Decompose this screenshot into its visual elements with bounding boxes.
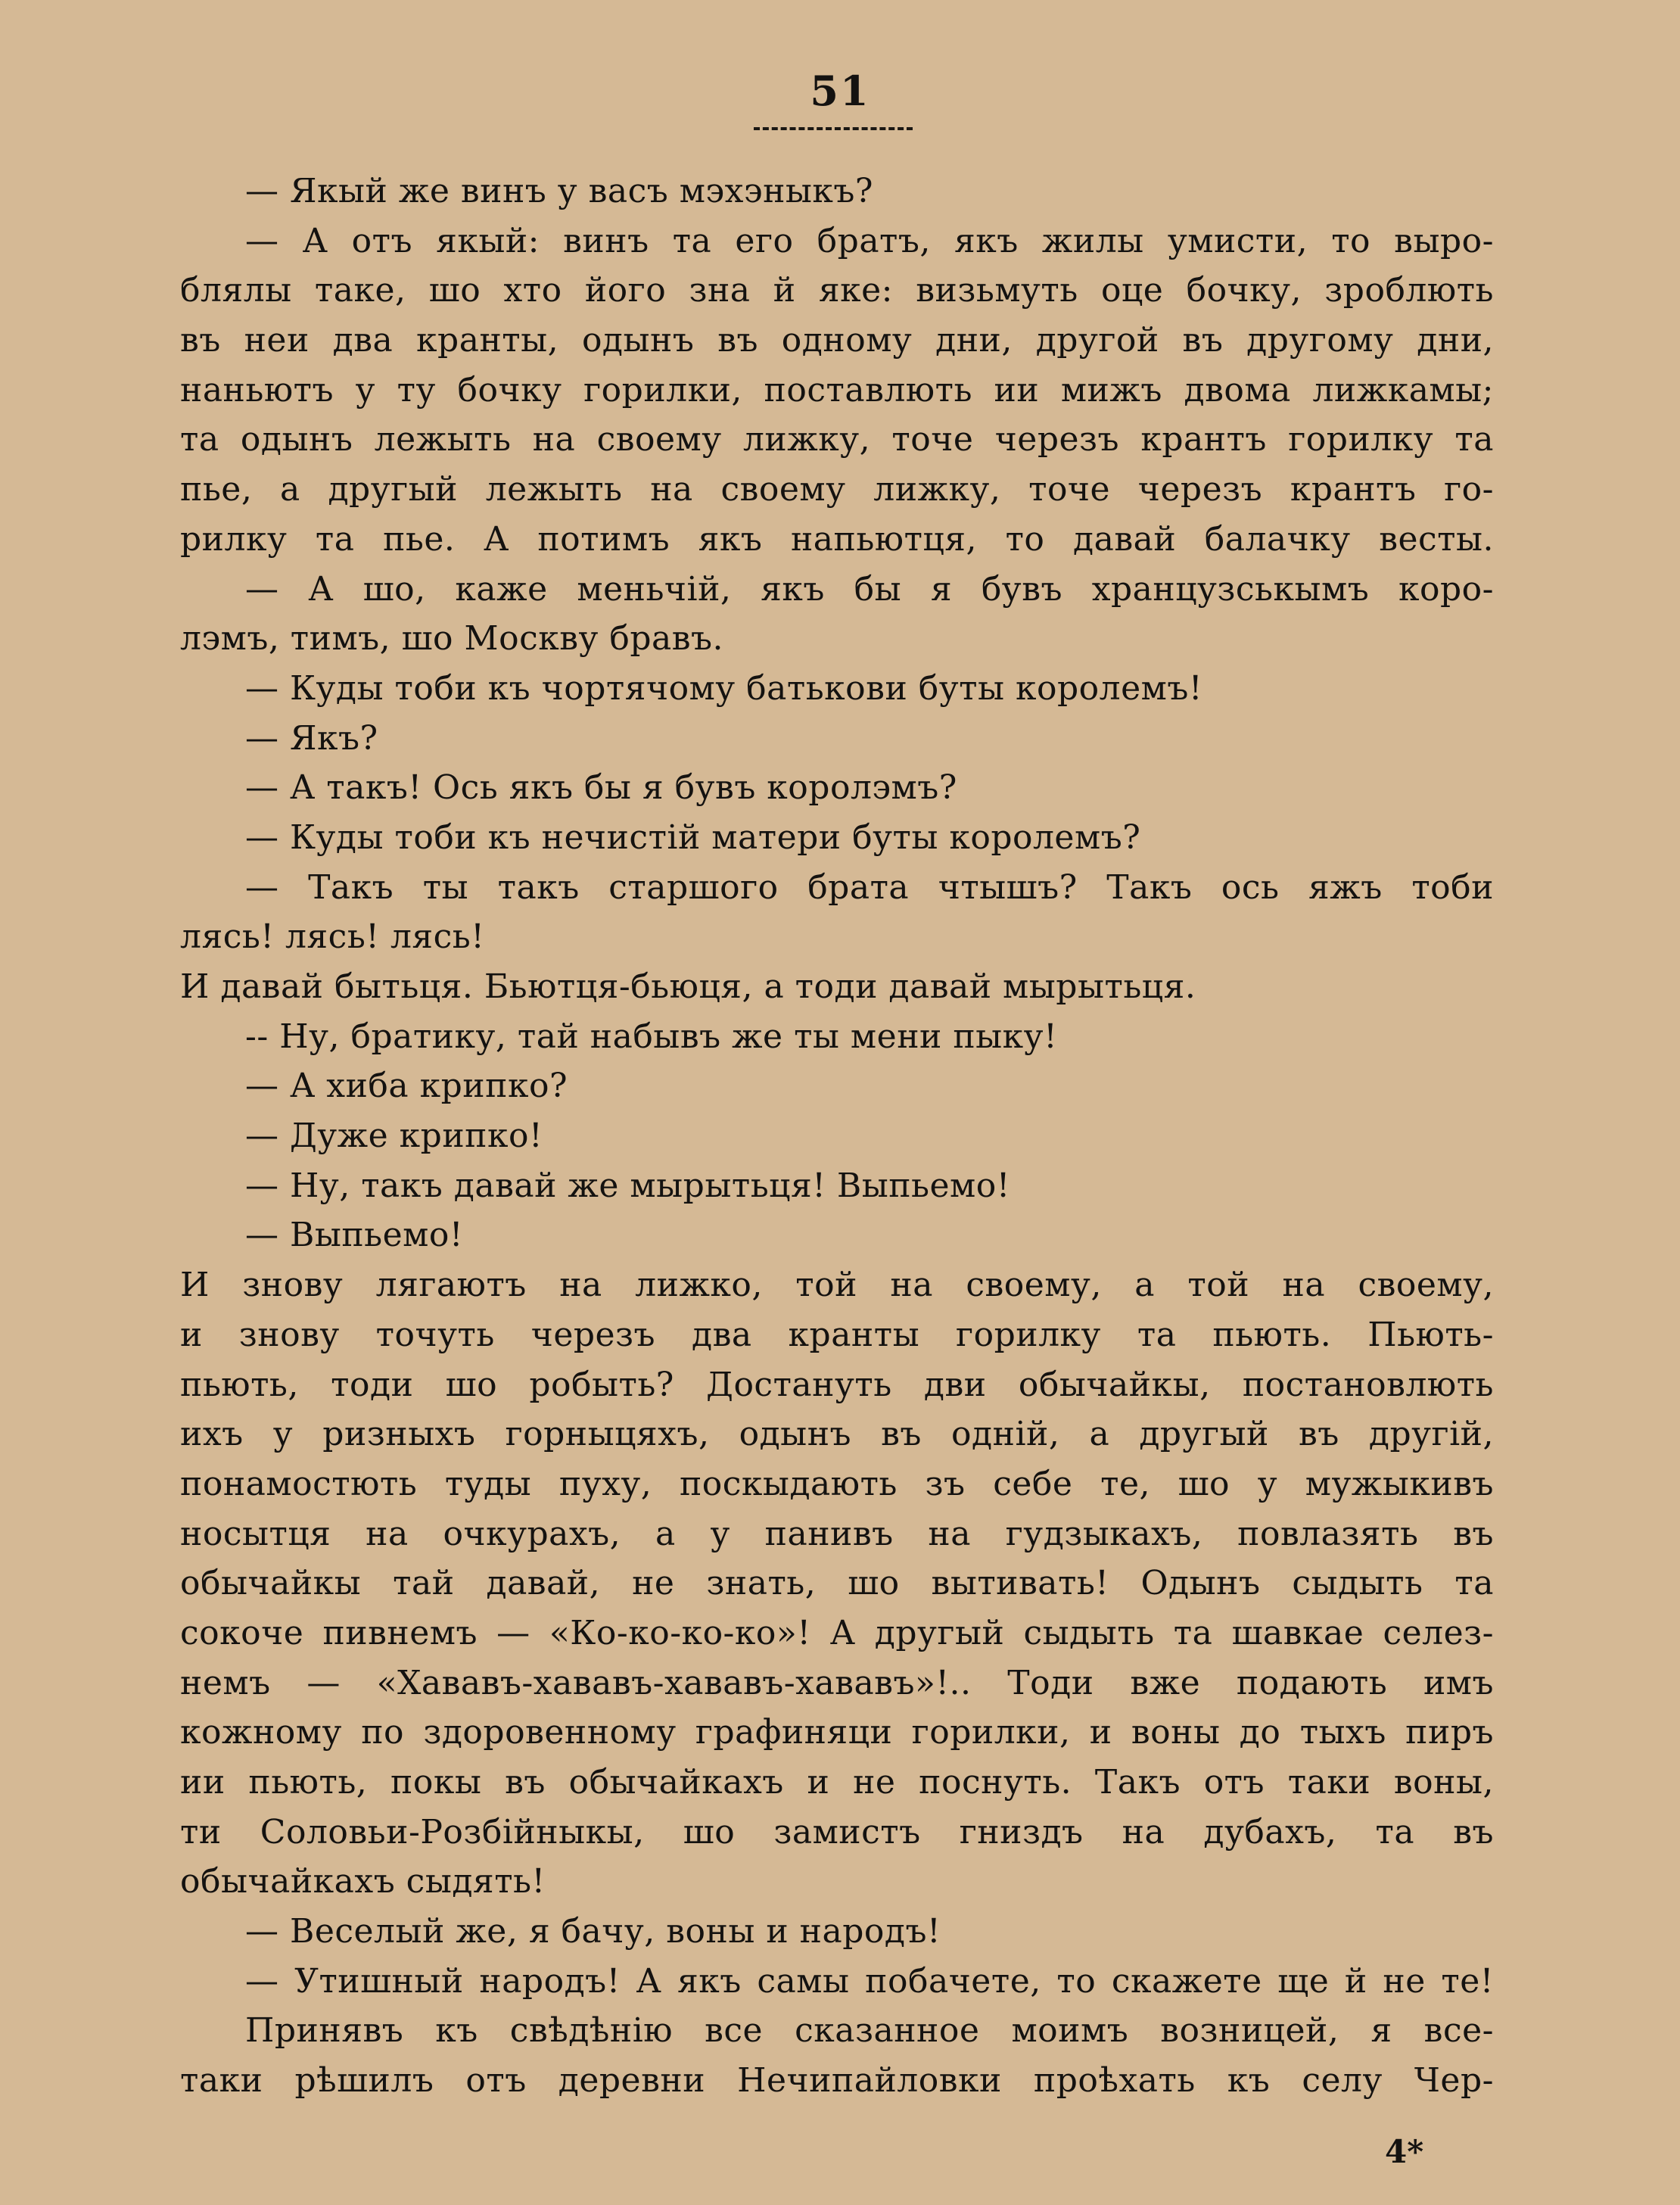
text-line: — А отъ якый: винъ та его братъ, якъ жилы умисти, то выро- — [245, 221, 1494, 260]
text-line: понамостють туды пуху, поскыдають зъ себе те, шо у мужыкивъ — [180, 1464, 1494, 1503]
text-line: — Такъ ты такъ старшого брата чтышъ? Такъ ось яжъ тоби — [245, 867, 1494, 907]
text-line: И давай бытьця. Бьютця-бьюця, а тоди давай мырытьця. — [180, 967, 1196, 1006]
page-number: 51 — [810, 67, 870, 115]
text-line: сокоче пивнемъ — «Ко-ко-ко-ко»! А другый сыдыть та шавкае селез- — [180, 1613, 1494, 1652]
text-line: И знову лягаютъ на лижко, той на своему, а той на своему, — [180, 1266, 1494, 1305]
text-line: — Ну, такъ давай же мырытьця! Выпьемо! — [245, 1166, 1010, 1205]
text-line: лясь! лясь! лясь! — [180, 917, 485, 957]
text-line: пье, а другый лежыть на своему лижку, точе черезъ крантъ го- — [180, 470, 1494, 509]
page-body-text — [180, 167, 1494, 2106]
text-line: — Веселый же, я бачу, воны и народъ! — [245, 1912, 941, 1951]
text-line: носытця на очкурахъ, а у панивъ на гудзыкахъ, повлазять въ — [180, 1514, 1494, 1553]
text-line: — А такъ! Ось якъ бы я бувъ королэмъ? — [245, 768, 957, 808]
text-line: ти Соловьи-Розбійныкы, шо замистъ гниздъ на дубахъ, та въ — [180, 1812, 1494, 1852]
text-line: ихъ у ризныхъ горныцяхъ, одынъ въ одній, а другый въ другій, — [180, 1415, 1494, 1454]
text-line: — Якъ? — [245, 718, 378, 758]
text-line: — Дуже крипко! — [245, 1117, 543, 1156]
text-line: обычайкы тай давай, не знать, шо вытивать! Одынъ сыдыть та — [180, 1564, 1494, 1603]
text-line: Принявъ къ свѣдѣнію все сказанное моимъ возницей, я все- — [245, 2011, 1494, 2051]
text-line: — Выпьемо! — [245, 1216, 464, 1255]
header-rule — [754, 127, 913, 130]
text-line: — Куды тоби къ чортячому батькови буты королемъ! — [245, 668, 1203, 708]
text-line: и знову точуть черезъ два кранты горилку та пьють. Пьють- — [180, 1315, 1494, 1354]
text-line: блялы таке, шо хто його зна й яке: визьмуть оце бочку, зроблють — [180, 271, 1494, 310]
text-line: лэмъ, тимъ, шо Москву бравъ. — [180, 619, 723, 659]
text-line: — Утишный народъ! А якъ самы побачете, то скажете ще й не те! — [245, 1961, 1494, 2001]
text-line: наньютъ у ту бочку горилки, поставлють ии мижъ двома лижкамы; — [180, 370, 1494, 410]
text-line: въ неи два кранты, одынъ въ одному дни, другой въ другому дни, — [180, 321, 1494, 360]
text-line: немъ — «Хававъ-хававъ-хававъ-хававъ»!.. Тоди вже подають имъ — [180, 1663, 1494, 1702]
text-line: -- Ну, братику, тай набывъ же ты мени пыку! — [245, 1017, 1058, 1056]
text-line: та одынъ лежыть на своему лижку, точе черезъ крантъ горилку та — [180, 420, 1494, 459]
text-line: — Якый же винъ у васъ мэхэныкъ? — [245, 172, 874, 210]
text-line: обычайкахъ сыдять! — [180, 1862, 546, 1901]
text-line: — А хиба крипко? — [245, 1067, 568, 1106]
signature-mark: 4* — [1385, 2133, 1424, 2170]
text-line: пьють, тоди шо робыть? Достануть дви обычайкы, постановлють — [180, 1365, 1494, 1404]
text-line: — А шо, каже меньчій, якъ бы я бувъ хранцузськымъ коро- — [245, 569, 1494, 609]
text-line: таки рѣшилъ отъ деревни Нечипайловки проѣхать къ селу Чер- — [180, 2061, 1494, 2101]
text-line: — Куды тоби къ нечистій матери буты королемъ? — [245, 818, 1141, 857]
text-line: кожному по здоровенному графиняци горилки, и воны до тыхъ пиръ — [180, 1713, 1494, 1752]
text-line: ии пьють, покы въ обычайкахъ и не поснуть. Такъ отъ таки воны, — [180, 1763, 1494, 1802]
text-line: рилку та пье. А потимъ якъ напьютця, то давай балачку весты. — [180, 519, 1494, 559]
